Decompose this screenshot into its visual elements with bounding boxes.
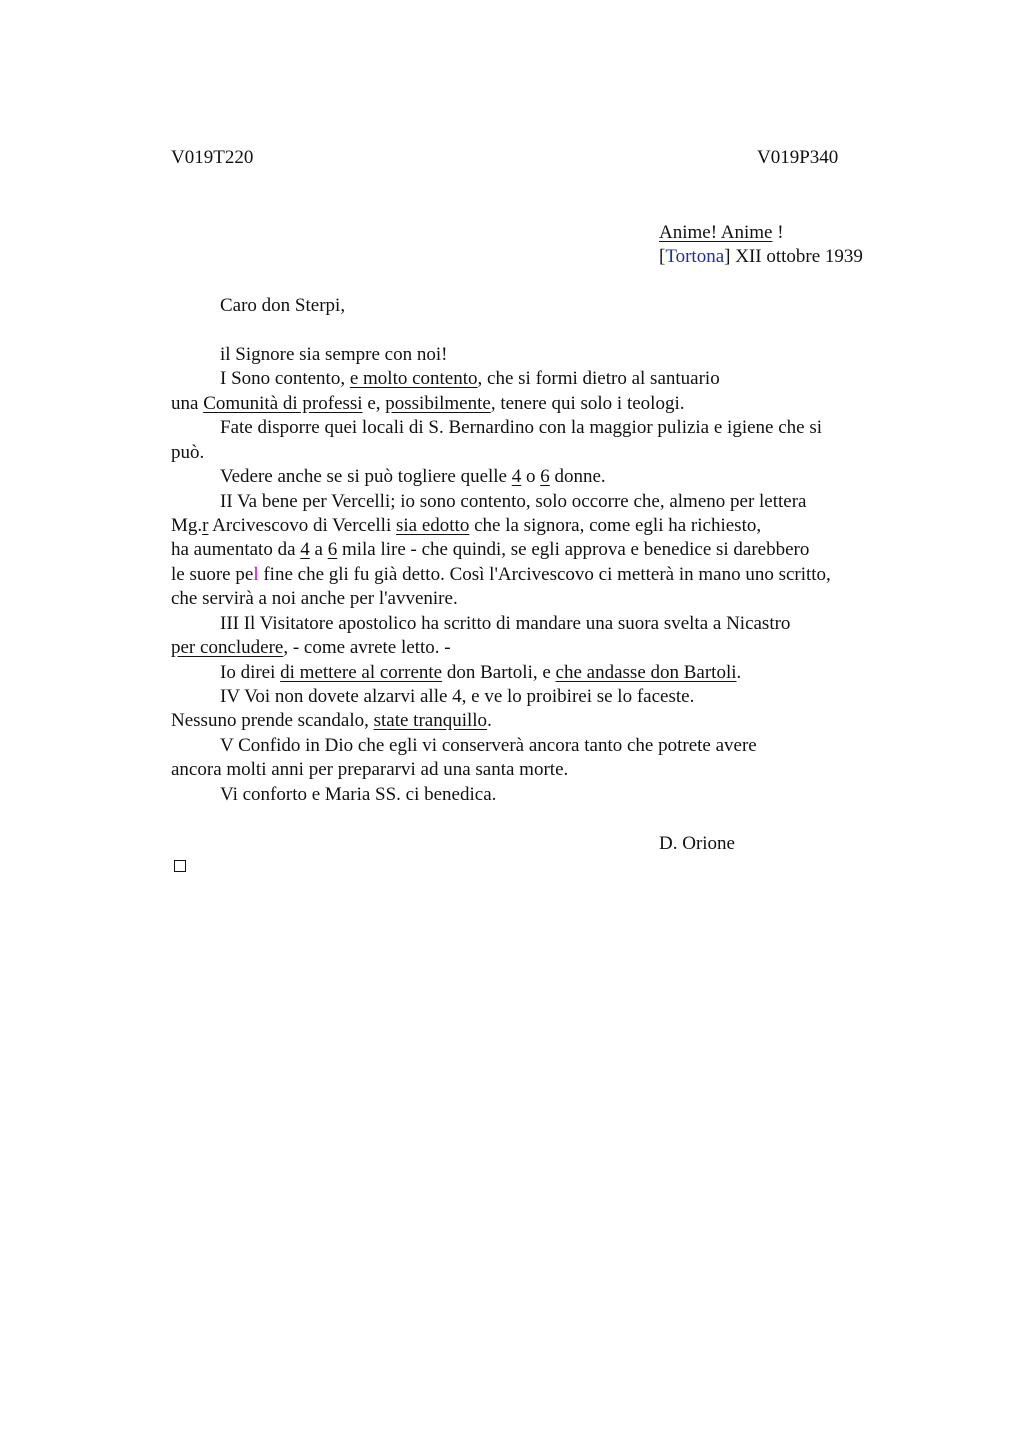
- text-span: Nessuno prende scandalo,: [171, 710, 374, 731]
- underlined-text: che andasse don Bartoli: [555, 662, 737, 683]
- signature: D. Orione: [659, 833, 735, 854]
- text-span: le suore pe: [171, 564, 254, 585]
- text-span: , tenere qui solo i teologi.: [490, 393, 685, 414]
- text-span: .: [736, 662, 742, 683]
- place-date: [659, 245, 863, 269]
- body-line: Vi conforto e Maria SS. ci benedica.: [220, 784, 497, 805]
- body-line: III Il Visitatore apostolico ha scritto di mandare una suora svelta a Nicastro: [220, 613, 791, 634]
- body-line: [171, 514, 761, 538]
- underlined-text: r: [202, 515, 209, 536]
- underlined-text: sia edotto: [395, 515, 470, 536]
- highlighted-letter: l: [253, 564, 259, 585]
- bracket-open: [: [659, 246, 666, 267]
- motto-underlined: Anime! Anime: [659, 222, 773, 243]
- body-line: che servirà a noi anche per l'avvenire.: [171, 588, 458, 609]
- body-line: [171, 563, 831, 587]
- body-line: [220, 465, 606, 489]
- body-line: Fate disporre quei locali di S. Bernardino con la maggior pulizia e igiene che si: [220, 417, 823, 438]
- motto-end: !: [772, 222, 784, 243]
- text-span: a: [309, 539, 328, 560]
- underlined-text: e molto contento: [349, 368, 478, 389]
- motto: [659, 221, 784, 245]
- underlined-text: 4: [511, 466, 522, 487]
- underlined-text: 4: [300, 539, 310, 560]
- end-marker-box-icon: [174, 860, 186, 872]
- body-line: [220, 661, 741, 685]
- text-span: e,: [362, 393, 386, 414]
- body-line: II Va bene per Vercelli; io sono contento, solo occorre che, almeno per lettera: [220, 491, 807, 512]
- text-span: una: [171, 393, 204, 414]
- body-line: [171, 709, 492, 733]
- text-span: Vedere anche se si può togliere quelle: [220, 466, 512, 487]
- underlined-text: possibilmente: [385, 393, 491, 414]
- body-line: il Signore sia sempre con noi!: [220, 344, 448, 365]
- underlined-text: Comunità di professi: [203, 393, 363, 414]
- document-code-left: V019T220: [171, 147, 254, 168]
- date-text: ] XII ottobre 1939: [724, 246, 863, 267]
- body-line: IV Voi non dovete alzarvi alle 4, e ve lo proibirei se lo faceste.: [220, 686, 695, 707]
- place-name: Tortona: [665, 246, 725, 267]
- text-span: Arcivescovo di Vercelli: [208, 515, 396, 536]
- text-span: fine che gli fu già detto. Così l'Arcivescovo ci metterà in mano uno scritto,: [258, 564, 831, 585]
- text-span: Io direi: [220, 662, 281, 683]
- body-line: ancora molti anni per prepararvi ad una santa morte.: [171, 759, 569, 780]
- underlined-text: 6: [540, 466, 550, 487]
- text-span: donne.: [549, 466, 606, 487]
- body-line: [220, 367, 720, 391]
- body-line: V Confido in Dio che egli vi conserverà ancora tanto che potrete avere: [220, 735, 757, 756]
- text-span: , - come avrete letto. -: [283, 637, 451, 658]
- underlined-text: 6: [327, 539, 338, 560]
- salutation: Caro don Sterpi,: [220, 295, 346, 316]
- underlined-text: per concludere: [171, 637, 284, 658]
- text-span: che la signora, come egli ha richiesto,: [469, 515, 762, 536]
- text-span: don Bartoli, e: [442, 662, 556, 683]
- body-line: [171, 636, 451, 660]
- text-span: .: [487, 710, 492, 731]
- body-line: [171, 538, 809, 562]
- document-code-right: V019P340: [757, 147, 839, 168]
- text-span: Mg.: [171, 515, 203, 536]
- body-line: [171, 392, 684, 416]
- text-span: , che si formi dietro al santuario: [477, 368, 720, 389]
- body-line: può.: [171, 442, 205, 463]
- text-span: mila lire - che quindi, se egli approva e benedice si darebbero: [337, 539, 810, 560]
- text-span: o: [521, 466, 541, 487]
- text-span: I Sono contento,: [220, 368, 350, 389]
- underlined-text: state tranquillo: [373, 710, 488, 731]
- underlined-text: di mettere al corrente: [280, 662, 443, 683]
- text-span: ha aumentato da: [171, 539, 301, 560]
